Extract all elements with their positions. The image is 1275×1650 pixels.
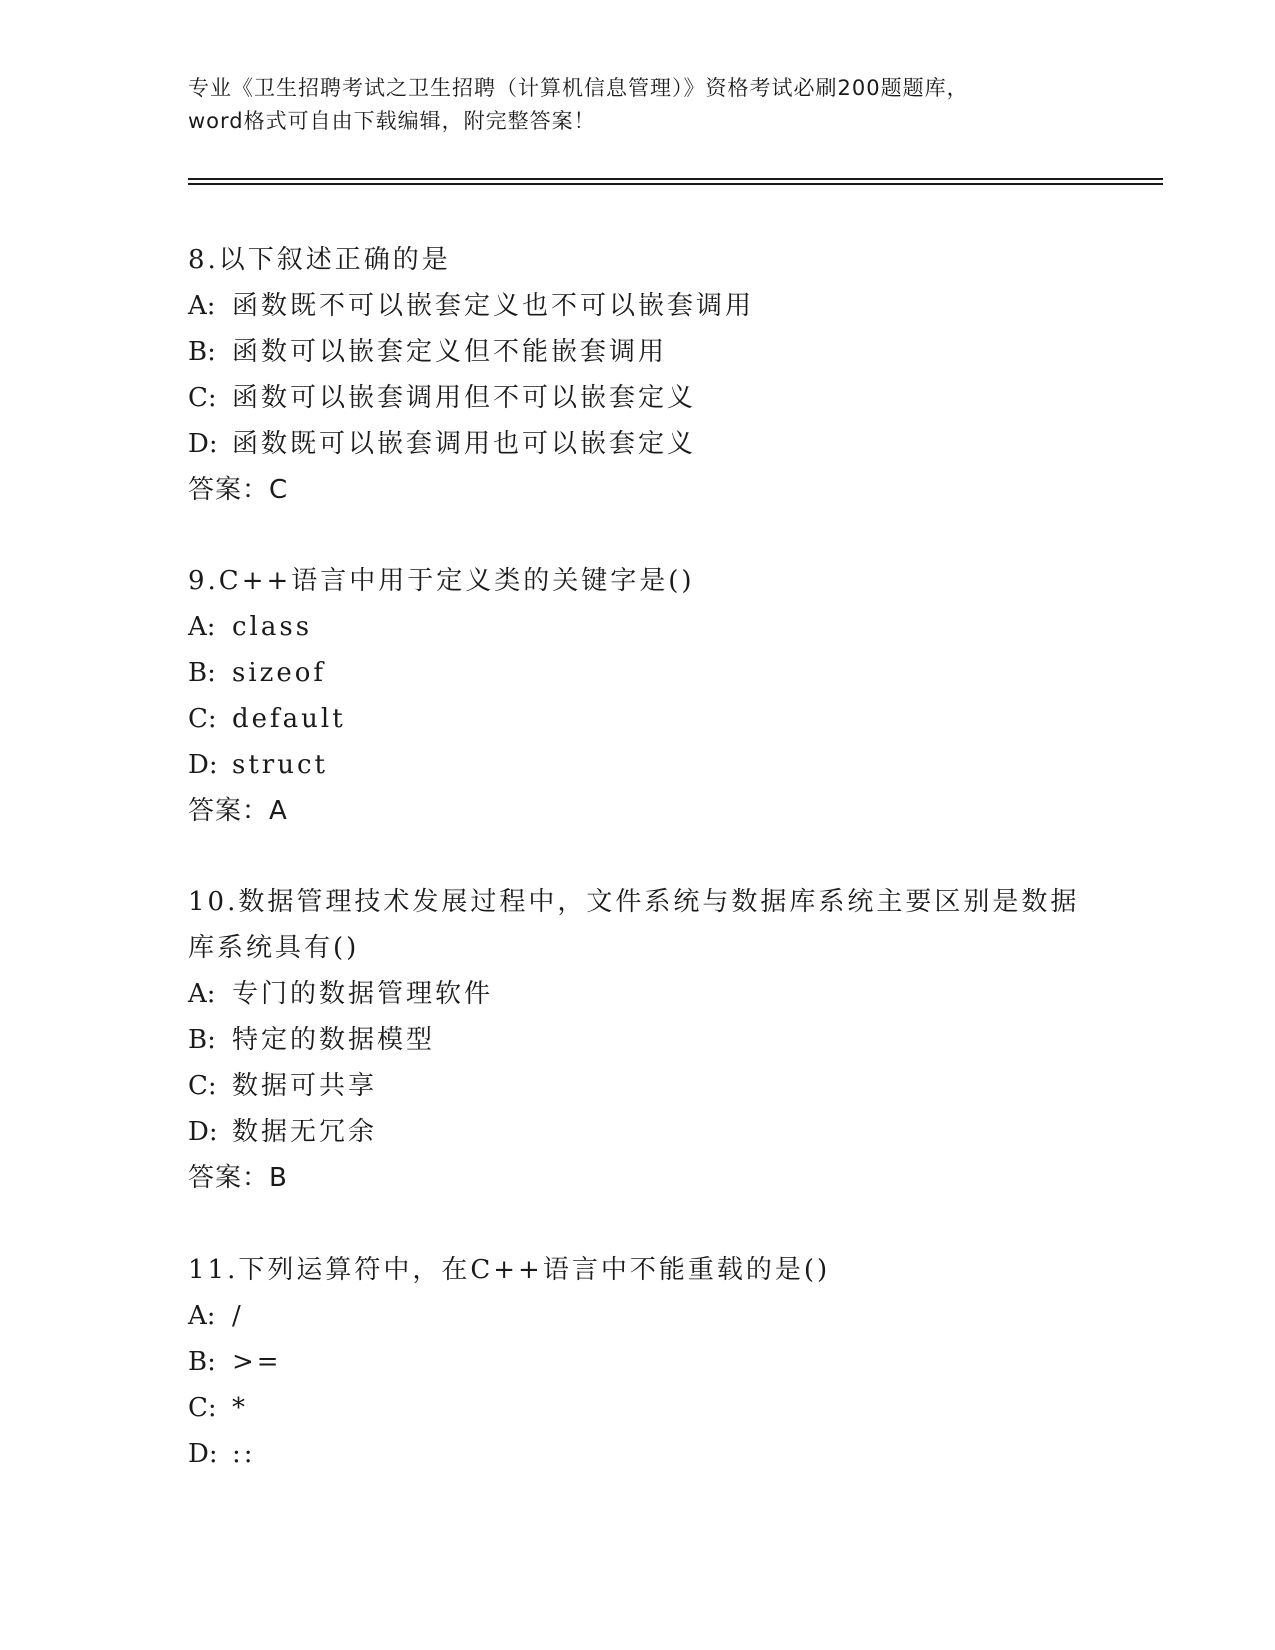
- option-a: [188, 971, 1088, 1017]
- answer-line: 答案：C: [188, 475, 289, 505]
- option-text: 数据可共享: [232, 1071, 378, 1101]
- option-text: 函数可以嵌套定义但不能嵌套调用: [232, 337, 668, 367]
- option-text: 函数可以嵌套调用但不可以嵌套定义: [232, 383, 697, 413]
- option-c: [188, 1385, 1088, 1431]
- option-text: /: [232, 1301, 244, 1331]
- option-text: 特定的数据模型: [232, 1025, 436, 1055]
- option-b: [188, 1017, 1088, 1063]
- option-letter: D:: [188, 1439, 218, 1469]
- document-header: [188, 72, 1088, 138]
- question-text: 10.数据管理技术发展过程中，文件系统与数据库系统主要区别是数据库系统具有(): [188, 887, 1080, 963]
- option-letter: C:: [188, 704, 217, 734]
- option-letter: C:: [188, 1071, 217, 1101]
- question-text: 9.C++语言中用于定义类的关键字是(): [188, 566, 695, 596]
- option-text: 函数既可以嵌套调用也可以嵌套定义: [232, 429, 697, 459]
- answer-line: 答案：B: [188, 1163, 288, 1193]
- option-d: [188, 421, 1088, 467]
- option-a: [188, 604, 1088, 650]
- option-text: ::: [232, 1439, 256, 1469]
- header-divider-top: [188, 178, 1163, 180]
- option-text: sizeof: [232, 658, 327, 688]
- option-text: 函数既不可以嵌套定义也不可以嵌套调用: [232, 291, 755, 321]
- answer-line: 答案：A: [188, 796, 288, 826]
- header-line-2: word格式可自由下载编辑，附完整答案！: [188, 109, 596, 133]
- option-letter: B:: [188, 1347, 216, 1377]
- option-a: [188, 283, 1088, 329]
- header-line-1: 专业《卫生招聘考试之卫生招聘（计算机信息管理）》资格考试必刷200题题库，: [188, 76, 969, 100]
- option-c: [188, 696, 1088, 742]
- option-c: [188, 375, 1088, 421]
- option-a: [188, 1293, 1088, 1339]
- option-b: [188, 329, 1088, 375]
- question-9: [188, 558, 1088, 834]
- option-b: [188, 1339, 1088, 1385]
- option-d: [188, 742, 1088, 788]
- option-letter: A:: [188, 291, 216, 321]
- option-d: [188, 1431, 1088, 1477]
- option-letter: D:: [188, 750, 218, 780]
- option-letter: D:: [188, 1117, 218, 1147]
- option-text: class: [232, 612, 313, 642]
- option-text: struct: [232, 750, 328, 780]
- question-10: [188, 879, 1088, 1201]
- option-text: 数据无冗余: [232, 1117, 378, 1147]
- option-letter: C:: [188, 383, 217, 413]
- option-letter: A:: [188, 612, 216, 642]
- question-8: [188, 237, 1088, 513]
- option-text: >=: [232, 1347, 282, 1377]
- option-text: 专门的数据管理软件: [232, 979, 494, 1009]
- option-letter: B:: [188, 337, 216, 367]
- option-b: [188, 650, 1088, 696]
- option-c: [188, 1063, 1088, 1109]
- option-letter: C:: [188, 1393, 217, 1423]
- question-11: [188, 1247, 1088, 1477]
- option-d: [188, 1109, 1088, 1155]
- option-letter: B:: [188, 658, 216, 688]
- question-text: 8.以下叙述正确的是: [188, 245, 451, 275]
- question-text: 11.下列运算符中，在C++语言中不能重载的是(): [188, 1255, 831, 1285]
- option-text: default: [232, 704, 346, 734]
- option-letter: A:: [188, 1301, 216, 1331]
- option-text: *: [232, 1393, 248, 1423]
- option-letter: B:: [188, 1025, 216, 1055]
- header-divider-bottom: [188, 183, 1163, 185]
- option-letter: A:: [188, 979, 216, 1009]
- option-letter: D:: [188, 429, 218, 459]
